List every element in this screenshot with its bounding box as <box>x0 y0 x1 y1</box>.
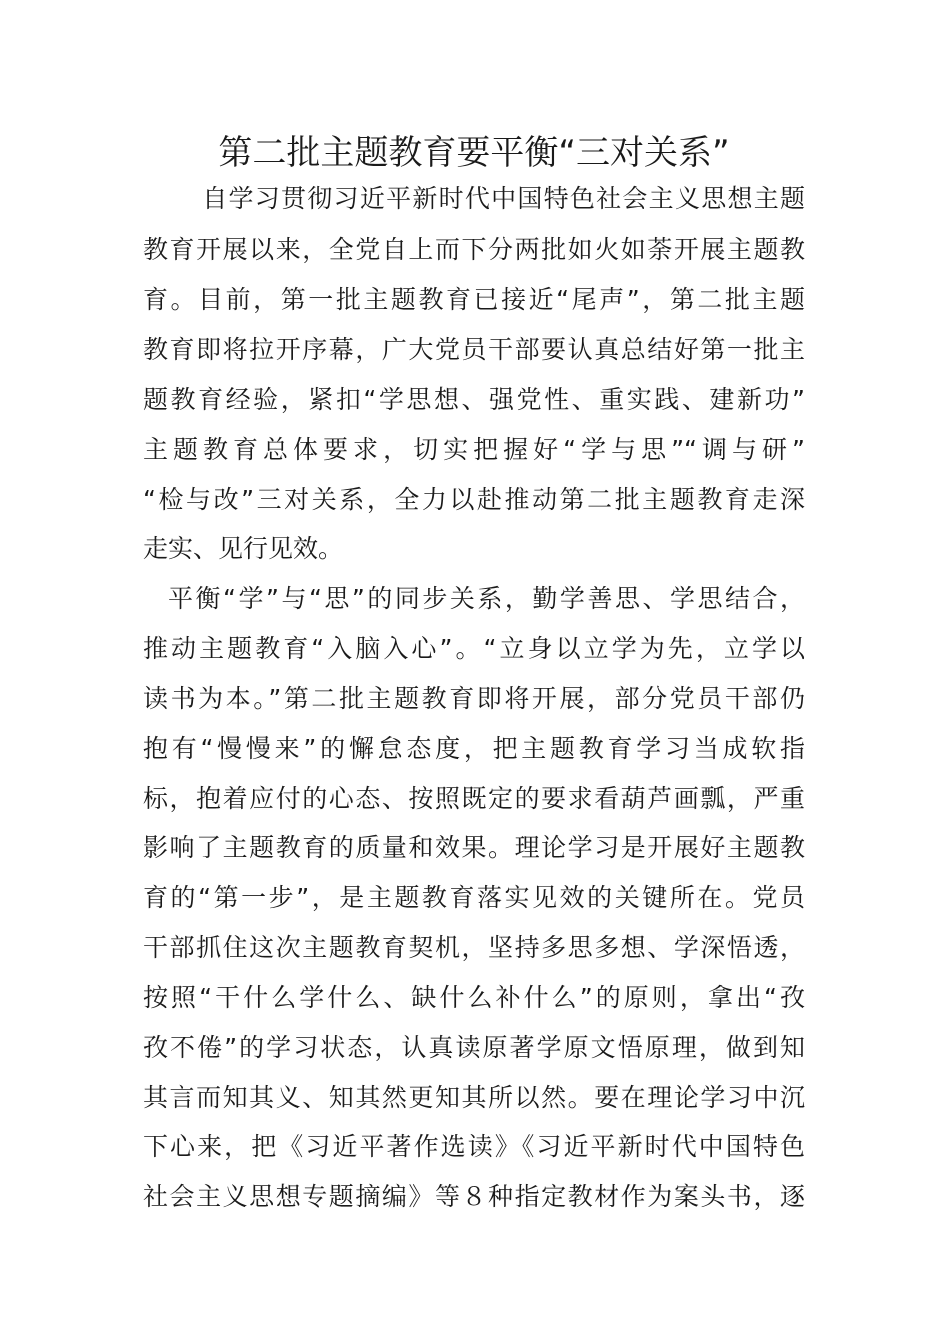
paragraph-line-5: 题教育经验，紧扣“学思想、强党性、重实践、建新功” <box>143 385 805 414</box>
paragraph-line-14: 影响了主题教育的质量和效果。理论学习是开展好主题教 <box>143 833 805 862</box>
paragraph-line-3: 育。目前，第一批主题教育已接近“尾声”，第二批主题 <box>143 285 805 314</box>
paragraph-line-6: 主题教育总体要求，切实把握好“学与思”“调与研” <box>143 435 805 464</box>
paragraph-line-16: 干部抓住这次主题教育契机，坚持多思多想、学深悟透， <box>143 933 805 962</box>
paragraph-line-17: 按照“干什么学什么、缺什么补什么”的原则，拿出“孜 <box>143 983 805 1012</box>
paragraph-line-20: 下心来，把《习近平著作选读》《习近平新时代中国特色 <box>143 1132 805 1161</box>
paragraph-line-7: “检与改”三对关系，全力以赴推动第二批主题教育走深 <box>143 485 805 514</box>
paragraph-line-4: 教育即将拉开序幕，广大党员干部要认真总结好第一批主 <box>143 335 805 364</box>
paragraph-line-10: 推动主题教育“入脑入心”。“立身以立学为先，立学以 <box>143 634 805 663</box>
paragraph-line-19: 其言而知其义、知其然更知其所以然。要在理论学习中沉 <box>143 1083 805 1112</box>
document-title: 第二批主题教育要平衡“三对关系” <box>218 133 730 173</box>
paragraph-line-21: 社会主义思想专题摘编》等８种指定教材作为案头书，逐 <box>143 1182 805 1211</box>
paragraph-line-18: 孜不倦”的学习状态，认真读原著学原文悟原理，做到知 <box>143 1033 805 1062</box>
paragraph-line-8: 走实、见行见效。 <box>143 534 344 563</box>
paragraph-line-9: 平衡“学”与“思”的同步关系，勤学善思、学思结合， <box>168 584 805 613</box>
paragraph-line-12: 抱有“慢慢来”的懈怠态度，把主题教育学习当成软指 <box>143 734 805 763</box>
paragraph-line-13: 标，抱着应付的心态、按照既定的要求看葫芦画瓢，严重 <box>143 784 805 813</box>
paragraph-line-1: 自学习贯彻习近平新时代中国特色社会主义思想主题 <box>176 184 805 213</box>
paragraph-line-11: 读书为本。”第二批主题教育即将开展，部分党员干部仍 <box>143 684 805 713</box>
paragraph-line-15: 育的“第一步”，是主题教育落实见效的关键所在。党员 <box>143 883 805 912</box>
paragraph-line-2: 教育开展以来，全党自上而下分两批如火如荼开展主题教 <box>143 235 805 264</box>
